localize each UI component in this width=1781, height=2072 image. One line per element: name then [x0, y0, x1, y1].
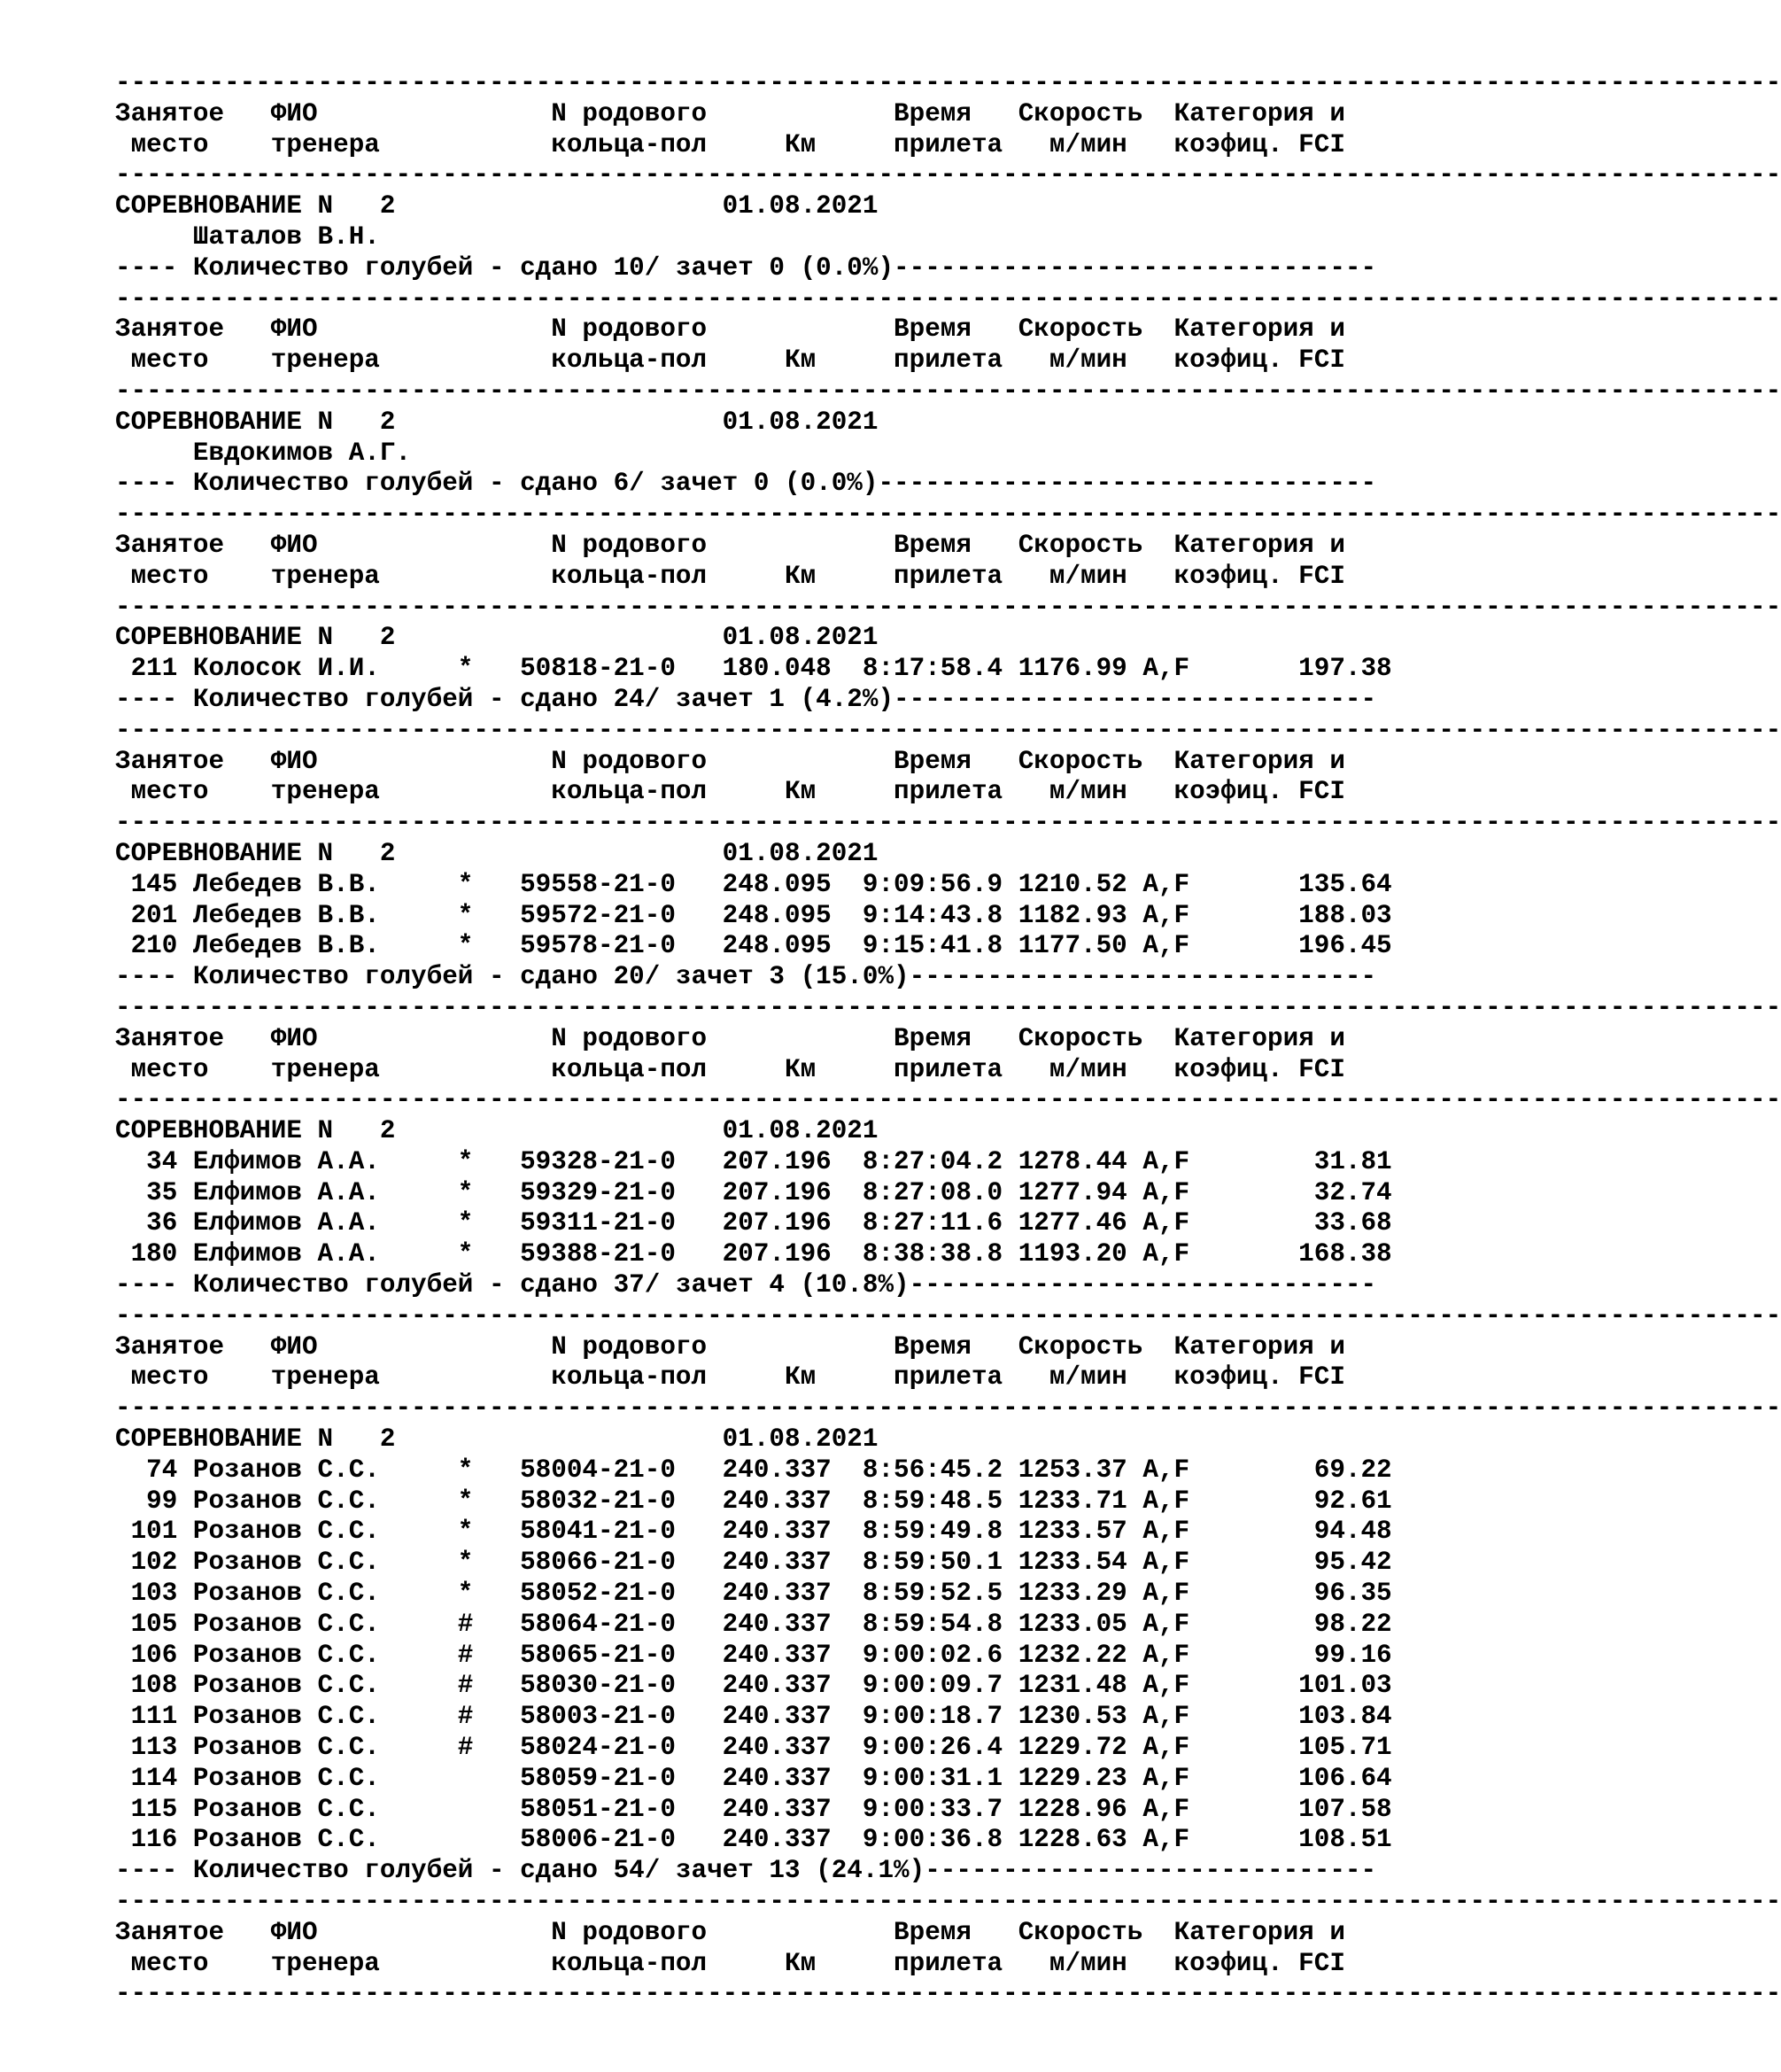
- column-header-row: Занятое ФИО N родового Время Скорость Категория и: [115, 1917, 1345, 1947]
- summary-row: ---- Количество голубей - сдано 20/ зачет 3 (15.0%)------------------------------: [115, 962, 1377, 992]
- result-row: 74 Розанов С.С. * 58004-21-0 240.337 8:56:45.2 1253.37 A,F 69.22: [115, 1455, 1392, 1485]
- column-header-row: Занятое ФИО N родового Время Скорость Категория и: [115, 746, 1345, 776]
- column-header-row: место тренера кольца-пол Км прилета м/мин коэфиц. FCI: [115, 1948, 1345, 1978]
- result-row: 111 Розанов С.С. # 58003-21-0 240.337 9:00:18.7 1230.53 A,F 103.84: [115, 1702, 1392, 1732]
- column-header-row: место тренера кольца-пол Км прилета м/мин коэфиц. FCI: [115, 777, 1345, 807]
- result-row: 201 Лебедев В.В. * 59572-21-0 248.095 9:14:43.8 1182.93 A,F 188.03: [115, 900, 1392, 930]
- separator-line: -----------------------------------------------------------------------------------------------------------: [115, 808, 1781, 838]
- result-row: 101 Розанов С.С. * 58041-21-0 240.337 8:59:49.8 1233.57 A,F 94.48: [115, 1517, 1392, 1547]
- summary-row: ---- Количество голубей - сдано 37/ зачет 4 (10.8%)------------------------------: [115, 1270, 1377, 1300]
- column-header-row: место тренера кольца-пол Км прилета м/мин коэфиц. FCI: [115, 1362, 1345, 1393]
- separator-line: -----------------------------------------------------------------------------------------------------------: [115, 992, 1781, 1022]
- result-row: 34 Елфимов А.А. * 59328-21-0 207.196 8:27:04.2 1278.44 A,F 31.81: [115, 1146, 1392, 1176]
- separator-line: -----------------------------------------------------------------------------------------------------------: [115, 1979, 1781, 2009]
- column-header-row: Занятое ФИО N родового Время Скорость Категория и: [115, 1023, 1345, 1053]
- separator-line: -----------------------------------------------------------------------------------------------------------: [115, 592, 1781, 622]
- competition-row: СОРЕВНОВАНИЕ N 2 01.08.2021: [115, 1424, 879, 1455]
- column-header-row: Занятое ФИО N родового Время Скорость Категория и: [115, 530, 1345, 560]
- separator-line: -----------------------------------------------------------------------------------------------------------: [115, 1300, 1781, 1331]
- result-row: Евдокимов А.Г.: [115, 438, 412, 468]
- result-row: 36 Елфимов А.А. * 59311-21-0 207.196 8:27:11.6 1277.46 A,F 33.68: [115, 1208, 1392, 1238]
- summary-row: ---- Количество голубей - сдано 6/ зачет 0 (0.0%)--------------------------------: [115, 469, 1377, 499]
- competition-row: СОРЕВНОВАНИЕ N 2 01.08.2021: [115, 407, 879, 437]
- report-page: [115, 68, 1781, 2010]
- result-row: 114 Розанов С.С. 58059-21-0 240.337 9:00:31.1 1229.23 A,F 106.64: [115, 1763, 1392, 1793]
- separator-line: -----------------------------------------------------------------------------------------------------------: [115, 500, 1781, 530]
- result-row: 108 Розанов С.С. # 58030-21-0 240.337 9:00:09.7 1231.48 A,F 101.03: [115, 1671, 1392, 1701]
- result-row: 106 Розанов С.С. # 58065-21-0 240.337 9:00:02.6 1232.22 A,F 99.16: [115, 1640, 1392, 1670]
- summary-row: ---- Количество голубей - сдано 54/ зачет 13 (24.1%)-----------------------------: [115, 1856, 1377, 1886]
- result-row: 105 Розанов С.С. # 58064-21-0 240.337 8:59:54.8 1233.05 A,F 98.22: [115, 1609, 1392, 1639]
- result-row: 116 Розанов С.С. 58006-21-0 240.337 9:00:36.8 1228.63 A,F 108.51: [115, 1825, 1392, 1855]
- separator-line: -----------------------------------------------------------------------------------------------------------: [115, 68, 1781, 97]
- separator-line: -----------------------------------------------------------------------------------------------------------: [115, 1887, 1781, 1917]
- result-row: 180 Елфимов А.А. * 59388-21-0 207.196 8:38:38.8 1193.20 A,F 168.38: [115, 1239, 1392, 1269]
- summary-row: ---- Количество голубей - сдано 10/ зачет 0 (0.0%)-------------------------------: [115, 252, 1377, 283]
- result-row: 145 Лебедев В.В. * 59558-21-0 248.095 9:09:56.9 1210.52 A,F 135.64: [115, 869, 1392, 899]
- column-header-row: место тренера кольца-пол Км прилета м/мин коэфиц. FCI: [115, 561, 1345, 591]
- competition-row: СОРЕВНОВАНИЕ N 2 01.08.2021: [115, 838, 879, 868]
- result-row: 113 Розанов С.С. # 58024-21-0 240.337 9:00:26.4 1229.72 A,F 105.71: [115, 1733, 1392, 1763]
- separator-line: -----------------------------------------------------------------------------------------------------------: [115, 715, 1781, 745]
- column-header-row: место тренера кольца-пол Км прилета м/мин коэфиц. FCI: [115, 1054, 1345, 1084]
- result-row: 99 Розанов С.С. * 58032-21-0 240.337 8:59:48.5 1233.71 A,F 92.61: [115, 1486, 1392, 1516]
- result-row: 35 Елфимов А.А. * 59329-21-0 207.196 8:27:08.0 1277.94 A,F 32.74: [115, 1177, 1392, 1207]
- result-row: 103 Розанов С.С. * 58052-21-0 240.337 8:59:52.5 1233.29 A,F 96.35: [115, 1579, 1392, 1609]
- column-header-row: Занятое ФИО N родового Время Скорость Категория и: [115, 314, 1345, 345]
- result-row: 115 Розанов С.С. 58051-21-0 240.337 9:00:33.7 1228.96 A,F 107.58: [115, 1794, 1392, 1824]
- competition-row: СОРЕВНОВАНИЕ N 2 01.08.2021: [115, 191, 879, 221]
- separator-line: -----------------------------------------------------------------------------------------------------------: [115, 1085, 1781, 1115]
- result-row: Шаталов В.Н.: [115, 221, 380, 252]
- result-row: 210 Лебедев В.В. * 59578-21-0 248.095 9:15:41.8 1177.50 A,F 196.45: [115, 931, 1392, 961]
- competition-row: СОРЕВНОВАНИЕ N 2 01.08.2021: [115, 1116, 879, 1146]
- separator-line: -----------------------------------------------------------------------------------------------------------: [115, 283, 1781, 314]
- summary-row: ---- Количество голубей - сдано 24/ зачет 1 (4.2%)-------------------------------: [115, 684, 1377, 714]
- column-header-row: Занятое ФИО N родового Время Скорость Категория и: [115, 98, 1345, 128]
- separator-line: -----------------------------------------------------------------------------------------------------------: [115, 376, 1781, 406]
- result-row: 102 Розанов С.С. * 58066-21-0 240.337 8:59:50.1 1233.54 A,F 95.42: [115, 1548, 1392, 1578]
- column-header-row: место тренера кольца-пол Км прилета м/мин коэфиц. FCI: [115, 129, 1345, 159]
- separator-line: -----------------------------------------------------------------------------------------------------------: [115, 1393, 1781, 1424]
- column-header-row: место тренера кольца-пол Км прилета м/мин коэфиц. FCI: [115, 345, 1345, 376]
- result-row: 211 Колосок И.И. * 50818-21-0 180.048 8:17:58.4 1176.99 A,F 197.38: [115, 654, 1392, 684]
- competition-row: СОРЕВНОВАНИЕ N 2 01.08.2021: [115, 623, 879, 653]
- column-header-row: Занятое ФИО N родового Время Скорость Категория и: [115, 1331, 1345, 1362]
- separator-line: -----------------------------------------------------------------------------------------------------------: [115, 160, 1781, 190]
